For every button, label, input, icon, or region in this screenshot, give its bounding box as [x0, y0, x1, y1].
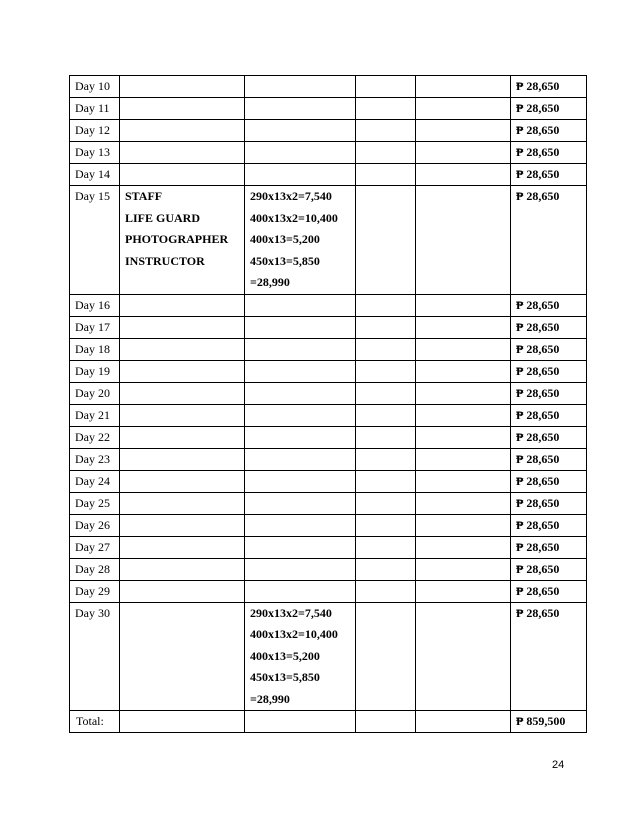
- computation-cell: [245, 404, 356, 426]
- computation-cell: [245, 338, 356, 360]
- computation-cell: [245, 294, 356, 316]
- position-cell: [120, 580, 245, 602]
- amount-cell: ₱ 28,650: [511, 536, 587, 558]
- budget-table-body: [70, 76, 587, 733]
- computation-cell: [245, 448, 356, 470]
- total-row: [70, 711, 587, 733]
- empty-cell: [356, 142, 416, 164]
- table-row: [70, 536, 587, 558]
- table-row: [70, 120, 587, 142]
- day-cell: Day 17: [70, 316, 120, 338]
- empty-cell: [356, 164, 416, 186]
- position-label: INSTRUCTOR: [125, 253, 205, 268]
- position-cell: [120, 470, 245, 492]
- empty-cell: [356, 492, 416, 514]
- empty-cell: [120, 711, 245, 733]
- page-number: 24: [552, 759, 565, 771]
- position-cell: [120, 164, 245, 186]
- day-cell: Day 26: [70, 514, 120, 536]
- day-cell: Day 22: [70, 426, 120, 448]
- computation-line: 400x13=5,200: [250, 648, 320, 663]
- empty-cell: [356, 558, 416, 580]
- amount-cell: ₱ 28,650: [511, 426, 587, 448]
- computation-line: 450x13=5,850: [250, 253, 320, 268]
- computation-cell: [245, 316, 356, 338]
- amount-cell: ₱ 28,650: [511, 98, 587, 120]
- position-label: STAFF: [125, 189, 163, 203]
- position-cell: [120, 382, 245, 404]
- day-cell: Day 12: [70, 120, 120, 142]
- computation-cell: [245, 142, 356, 164]
- computation-line: 450x13=5,850: [250, 670, 320, 684]
- amount-cell: ₱ 28,650: [511, 448, 587, 470]
- position-cell: [120, 602, 245, 711]
- amount-cell: ₱ 28,650: [511, 360, 587, 382]
- empty-cell: [356, 426, 416, 448]
- computation-cell: [245, 470, 356, 492]
- empty-cell: [416, 602, 511, 711]
- day-cell: Day 25: [70, 492, 120, 514]
- empty-cell: [356, 514, 416, 536]
- amount-cell: ₱ 28,650: [511, 382, 587, 404]
- computation-cell: [245, 602, 356, 711]
- position-cell: [120, 120, 245, 142]
- position-label: LIFE GUARD: [125, 210, 201, 225]
- empty-cell: [416, 558, 511, 580]
- amount-cell: ₱ 28,650: [511, 338, 587, 360]
- empty-cell: [356, 711, 416, 733]
- computation-cell: [245, 120, 356, 142]
- position-cell: [120, 492, 245, 514]
- total-amount: ₱ 859,500: [511, 711, 587, 733]
- table-row: [70, 558, 587, 580]
- position-cell: [120, 338, 245, 360]
- day-cell: Day 11: [70, 98, 120, 120]
- day-cell: Day 19: [70, 360, 120, 382]
- empty-cell: [416, 514, 511, 536]
- empty-cell: [356, 360, 416, 382]
- table-row: [70, 426, 587, 448]
- table-row: [70, 404, 587, 426]
- table-row: [70, 602, 587, 711]
- empty-cell: [416, 404, 511, 426]
- amount-cell: ₱ 28,650: [511, 602, 587, 711]
- day-cell: Day 15: [70, 186, 120, 295]
- empty-cell: [356, 382, 416, 404]
- position-cell: [120, 142, 245, 164]
- empty-cell: [416, 470, 511, 492]
- computation-cell: [245, 186, 356, 295]
- computation-line: =28,990: [250, 275, 290, 289]
- table-row: [70, 338, 587, 360]
- amount-cell: ₱ 28,650: [511, 142, 587, 164]
- computation-line: 290x13x2=7,540: [250, 189, 332, 203]
- empty-cell: [356, 404, 416, 426]
- day-cell: Day 21: [70, 404, 120, 426]
- table-row: [70, 360, 587, 382]
- empty-cell: [356, 76, 416, 98]
- empty-cell: [416, 316, 511, 338]
- empty-cell: [356, 602, 416, 711]
- day-cell: Day 30: [70, 602, 120, 711]
- amount-cell: ₱ 28,650: [511, 186, 587, 295]
- computation-line: 400x13x2=10,400: [250, 627, 338, 641]
- computation-cell: [245, 536, 356, 558]
- empty-cell: [416, 294, 511, 316]
- amount-cell: ₱ 28,650: [511, 492, 587, 514]
- position-cell: [120, 404, 245, 426]
- amount-cell: ₱ 28,650: [511, 580, 587, 602]
- day-cell: Day 16: [70, 294, 120, 316]
- table-row: [70, 98, 587, 120]
- computation-cell: [245, 98, 356, 120]
- amount-cell: ₱ 28,650: [511, 404, 587, 426]
- computation-cell: [245, 164, 356, 186]
- position-cell: [120, 76, 245, 98]
- amount-cell: ₱ 28,650: [511, 558, 587, 580]
- empty-cell: [416, 536, 511, 558]
- empty-cell: [416, 76, 511, 98]
- empty-cell: [356, 338, 416, 360]
- empty-cell: [416, 98, 511, 120]
- empty-cell: [416, 426, 511, 448]
- position-cell: [120, 316, 245, 338]
- empty-cell: [416, 492, 511, 514]
- table-row: [70, 470, 587, 492]
- empty-cell: [416, 120, 511, 142]
- empty-cell: [356, 294, 416, 316]
- empty-cell: [416, 580, 511, 602]
- amount-cell: ₱ 28,650: [511, 316, 587, 338]
- table-row: [70, 382, 587, 404]
- amount-cell: ₱ 28,650: [511, 164, 587, 186]
- empty-cell: [356, 470, 416, 492]
- table-row: [70, 186, 587, 295]
- position-cell: [120, 294, 245, 316]
- day-cell: Day 20: [70, 382, 120, 404]
- day-cell: Day 10: [70, 76, 120, 98]
- position-label: PHOTOGRAPHER: [125, 232, 229, 246]
- computation-cell: [245, 382, 356, 404]
- table-row: [70, 448, 587, 470]
- amount-cell: ₱ 28,650: [511, 514, 587, 536]
- position-cell: [120, 98, 245, 120]
- table-row: [70, 316, 587, 338]
- computation-cell: [245, 558, 356, 580]
- amount-cell: ₱ 28,650: [511, 294, 587, 316]
- empty-cell: [356, 98, 416, 120]
- day-cell: Day 29: [70, 580, 120, 602]
- empty-cell: [416, 448, 511, 470]
- position-cell: [120, 186, 245, 295]
- day-cell: Day 24: [70, 470, 120, 492]
- computation-cell: [245, 76, 356, 98]
- day-cell: Day 28: [70, 558, 120, 580]
- empty-cell: [356, 186, 416, 295]
- computation-line: =28,990: [250, 691, 290, 706]
- table-row: [70, 76, 587, 98]
- empty-cell: [245, 711, 356, 733]
- position-cell: [120, 426, 245, 448]
- table-row: [70, 514, 587, 536]
- empty-cell: [356, 580, 416, 602]
- table-row: [70, 492, 587, 514]
- empty-cell: [416, 338, 511, 360]
- table-row: [70, 294, 587, 316]
- amount-cell: ₱ 28,650: [511, 120, 587, 142]
- day-cell: Day 27: [70, 536, 120, 558]
- computation-cell: [245, 580, 356, 602]
- empty-cell: [416, 360, 511, 382]
- empty-cell: [356, 536, 416, 558]
- computation-line: 400x13x2=10,400: [250, 210, 338, 225]
- day-cell: Day 18: [70, 338, 120, 360]
- budget-table: [69, 75, 587, 733]
- total-label: Total:: [70, 711, 120, 733]
- table-row: [70, 164, 587, 186]
- amount-cell: ₱ 28,650: [511, 76, 587, 98]
- computation-line: 400x13=5,200: [250, 232, 320, 246]
- day-cell: Day 13: [70, 142, 120, 164]
- empty-cell: [416, 142, 511, 164]
- empty-cell: [416, 186, 511, 295]
- empty-cell: [416, 711, 511, 733]
- amount-cell: ₱ 28,650: [511, 470, 587, 492]
- day-cell: Day 14: [70, 164, 120, 186]
- empty-cell: [356, 448, 416, 470]
- empty-cell: [416, 164, 511, 186]
- empty-cell: [356, 316, 416, 338]
- computation-cell: [245, 514, 356, 536]
- position-cell: [120, 536, 245, 558]
- table-row: [70, 580, 587, 602]
- computation-cell: [245, 426, 356, 448]
- empty-cell: [356, 120, 416, 142]
- position-cell: [120, 558, 245, 580]
- computation-cell: [245, 360, 356, 382]
- computation-line: 290x13x2=7,540: [250, 605, 332, 620]
- day-cell: Day 23: [70, 448, 120, 470]
- position-cell: [120, 360, 245, 382]
- computation-cell: [245, 492, 356, 514]
- position-cell: [120, 448, 245, 470]
- position-cell: [120, 514, 245, 536]
- empty-cell: [416, 382, 511, 404]
- table-row: [70, 142, 587, 164]
